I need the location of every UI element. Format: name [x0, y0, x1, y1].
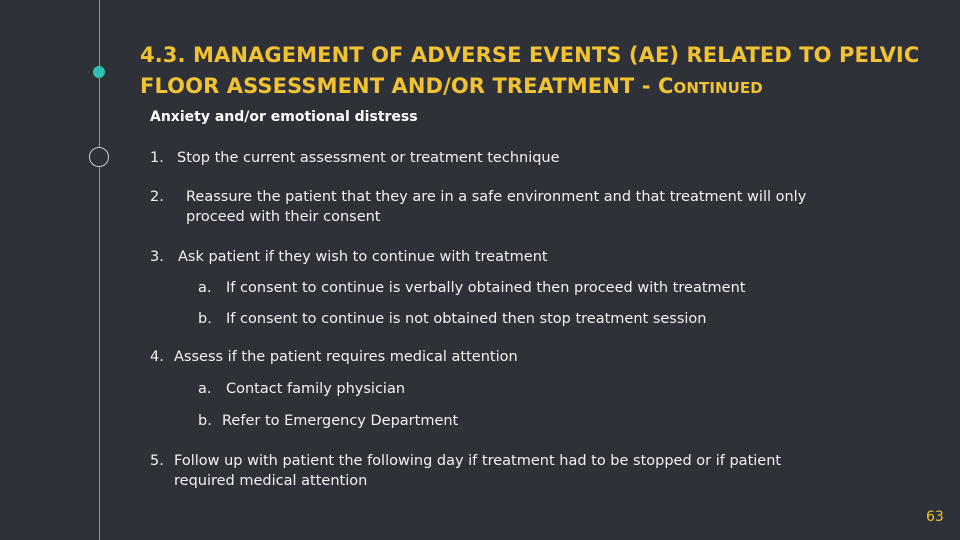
list-item-letter: b. — [198, 413, 212, 429]
page-number: 63 — [926, 509, 944, 525]
timeline-line — [99, 0, 100, 540]
list-item-text: Follow up with patient the following day if treatment had to be stopped or if patient required medical attention — [174, 453, 782, 489]
list-item-text: Reassure the patient that they are in a safe environment and that treatment will only proceed with their consent — [186, 189, 807, 225]
list-item-letter: a. — [198, 280, 212, 296]
subheading: Anxiety and/or emotional distress — [150, 109, 418, 125]
list-item-text: Stop the current assessment or treatment technique — [177, 150, 560, 166]
timeline-dot-hollow — [89, 147, 109, 167]
list-item-text: If consent to continue is not obtained then stop treatment session — [226, 311, 707, 327]
slide-title-main: 4.3. MANAGEMENT OF ADVERSE EVENTS (AE) RELATED TO PELVIC FLOOR ASSESSMENT AND/OR TREATMENT - — [140, 43, 920, 98]
list-item-number: 4. — [150, 349, 164, 365]
slide-title — [140, 40, 940, 102]
list-item-text: Contact family physician — [226, 381, 406, 397]
list-item-text: Assess if the patient requires medical attention — [174, 349, 518, 365]
list-item-text: If consent to continue is verbally obtained then proceed with treatment — [226, 280, 746, 296]
list-item-number: 1. — [150, 150, 164, 166]
list-item-text: Refer to Emergency Department — [222, 413, 459, 429]
list-item-letter: a. — [198, 381, 212, 397]
slide-title-suffix: Continued — [657, 74, 763, 98]
list-item-number: 3. — [150, 249, 164, 265]
list-item-text: Ask patient if they wish to continue with treatment — [178, 249, 548, 265]
list-item-letter: b. — [198, 311, 212, 327]
timeline-dot-filled — [93, 66, 105, 78]
list-item-number: 2. — [150, 189, 164, 205]
list-item-number: 5. — [150, 453, 164, 469]
